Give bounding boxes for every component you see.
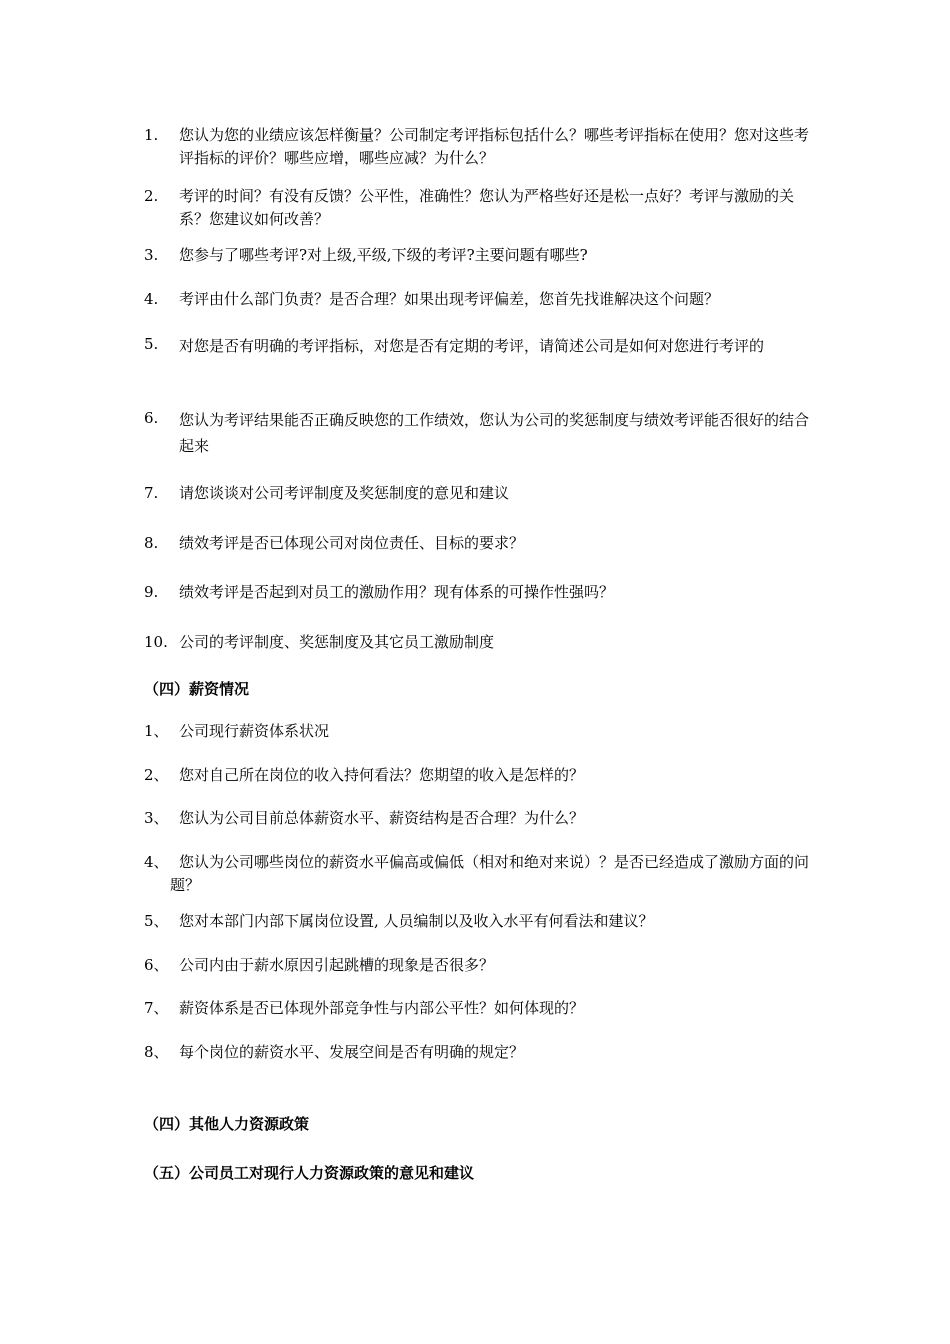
item-number: 8. bbox=[144, 534, 159, 552]
item-number: 1、 bbox=[144, 722, 169, 740]
item-number: 9. bbox=[144, 583, 159, 601]
item-number: 3、 bbox=[144, 809, 169, 827]
item-text: 请您谈谈对公司考评制度及奖惩制度的意见和建议 bbox=[179, 484, 510, 502]
item-number: 6、 bbox=[144, 956, 169, 974]
item-text: 考评的时间？有没有反馈？公平性，准确性？您认为严格些好还是松一点好？考评与激励的关系？您建议如何改善？ bbox=[179, 187, 795, 228]
list-item bbox=[144, 333, 816, 359]
item-number: 4、 bbox=[144, 853, 169, 871]
item-text: 对您是否有明确的考评指标，对您是否有定期的考评，请简述公司是如何对您进行考评的 bbox=[179, 337, 765, 355]
item-number: 5、 bbox=[144, 912, 169, 930]
item-text: 薪资体系是否已体现外部竞争性与内部公平性？如何体现的？ bbox=[179, 999, 585, 1017]
item-number: 7、 bbox=[144, 999, 169, 1017]
list-item bbox=[144, 124, 816, 170]
item-number: 7. bbox=[144, 484, 159, 502]
item-text: 您认为公司目前总体薪资水平、薪资结构是否合理？为什么？ bbox=[179, 809, 585, 827]
section-heading-salary: （四）薪资情况 bbox=[144, 680, 250, 698]
item-number: 6. bbox=[144, 409, 159, 427]
list-item bbox=[144, 288, 816, 311]
list-item bbox=[144, 631, 816, 654]
section-heading-opinions: （五）公司员工对现行人力资源政策的意见和建议 bbox=[144, 1164, 475, 1182]
list-item bbox=[144, 407, 816, 459]
list-item bbox=[144, 581, 816, 604]
item-text: 您认为公司哪些岗位的薪资水平偏高或偏低（相对和绝对来说）？是否已经造成了激励方面的问题？ bbox=[170, 853, 810, 894]
item-number: 8、 bbox=[144, 1043, 169, 1061]
item-number: 5. bbox=[144, 335, 159, 353]
item-text: 考评由什么部门负责？是否合理？如果出现考评偏差，您首先找谁解决这个问题？ bbox=[179, 290, 720, 308]
list-item bbox=[144, 807, 816, 830]
item-text: 公司现行薪资体系状况 bbox=[179, 722, 330, 740]
item-number: 10. bbox=[144, 633, 168, 651]
item-text: 公司内由于薪水原因引起跳槽的现象是否很多？ bbox=[179, 956, 495, 974]
list-item bbox=[144, 720, 816, 743]
item-number: 3. bbox=[144, 246, 159, 264]
list-item bbox=[144, 910, 816, 933]
list-item bbox=[144, 532, 816, 555]
item-text: 您认为您的业绩应该怎样衡量？公司制定考评指标包括什么？哪些考评指标在使用？您对这些考评指标的评价？哪些应增，哪些应减？为什么？ bbox=[179, 126, 810, 167]
item-text: 每个岗位的薪资水平、发展空间是否有明确的规定？ bbox=[179, 1043, 525, 1061]
section-heading-other-policy: （四）其他人力资源政策 bbox=[144, 1115, 310, 1133]
item-number: 1. bbox=[144, 126, 159, 144]
item-text: 公司的考评制度、奖惩制度及其它员工激励制度 bbox=[179, 633, 495, 651]
item-text: 您对本部门内部下属岗位设置, 人员编制以及收入水平有何看法和建议？ bbox=[179, 912, 654, 930]
list-item bbox=[144, 244, 816, 267]
list-item bbox=[144, 997, 816, 1020]
item-number: 2. bbox=[144, 187, 159, 205]
item-number: 2、 bbox=[144, 766, 169, 784]
item-text: 绩效考评是否已体现公司对岗位责任、目标的要求？ bbox=[179, 534, 525, 552]
item-text: 您对自己所在岗位的收入持何看法？您期望的收入是怎样的？ bbox=[179, 766, 585, 784]
list-item bbox=[144, 482, 816, 505]
list-item bbox=[144, 764, 816, 787]
item-text: 您认为考评结果能否正确反映您的工作绩效，您认为公司的奖惩制度与绩效考评能否很好的结合起来 bbox=[179, 411, 810, 455]
list-item bbox=[144, 185, 816, 231]
item-text: 绩效考评是否起到对员工的激励作用？现有体系的可操作性强吗？ bbox=[179, 583, 615, 601]
item-number: 4. bbox=[144, 290, 159, 308]
list-item bbox=[144, 954, 816, 977]
item-text: 您参与了哪些考评?对上级,平级,下级的考评?主要问题有哪些? bbox=[179, 246, 588, 264]
list-item bbox=[144, 851, 816, 897]
list-item bbox=[144, 1041, 816, 1064]
